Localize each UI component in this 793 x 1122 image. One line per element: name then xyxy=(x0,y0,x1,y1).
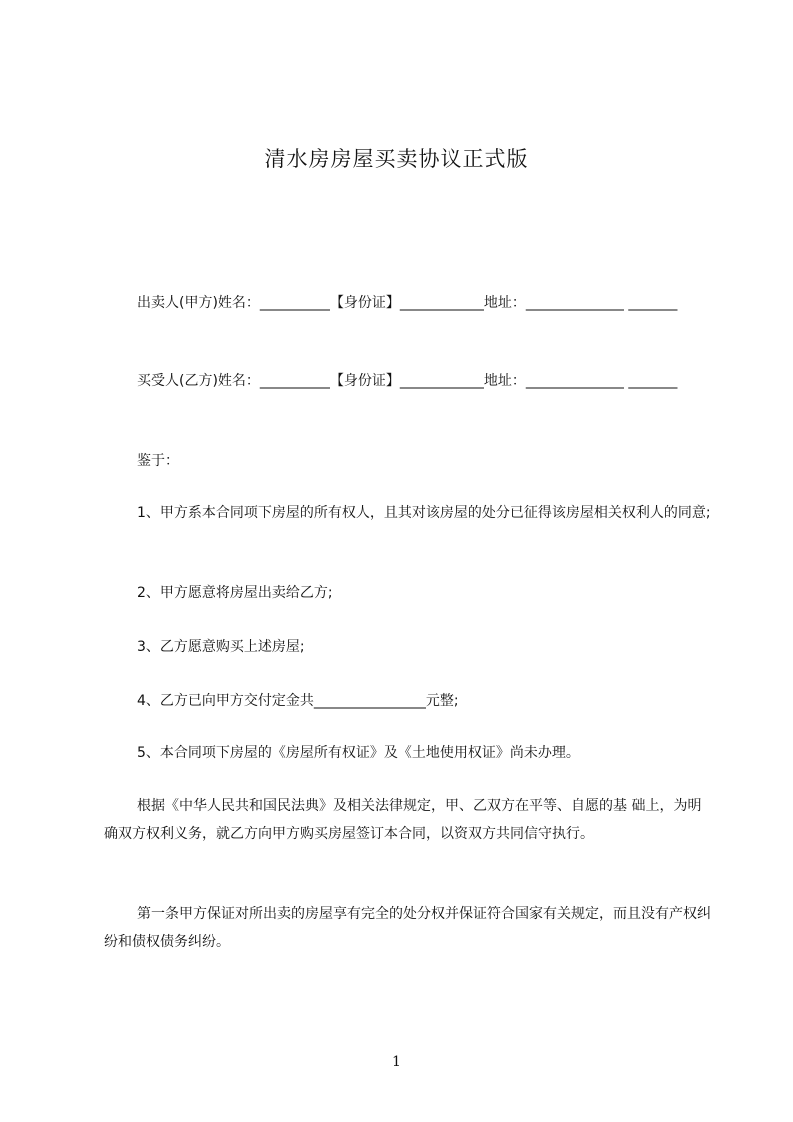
whereas-item-4: 4、乙方已向甲方交付定金共________________元整; xyxy=(137,693,459,709)
page-number: 1 xyxy=(392,1054,401,1070)
legal-basis-paragraph: 根据《中华人民共和国民法典》及相关法律规定，甲、乙双方在平等、自愿的基 础上，为明确双方权利义务，就乙方向甲方购买房屋签订本合同，以资双方共同信守执行。 xyxy=(104,798,702,842)
whereas-item-2: 2、甲方愿意将房屋出卖给乙方; xyxy=(137,585,333,601)
whereas-item-5: 5、本合同项下房屋的《房屋所有权证》及《土地使用权证》尚未办理。 xyxy=(137,745,580,761)
buyer-info-line: 买受人(乙方)姓名：__________【身份证】____________地址：______________ _______ xyxy=(137,373,678,389)
seller-info-line: 出卖人(甲方)姓名：__________【身份证】____________地址：______________ _______ xyxy=(137,295,678,311)
whereas-item-1: 1、甲方系本合同项下房屋的所有权人，且其对该房屋的处分已征得该房屋相关权利人的同意; xyxy=(137,505,711,521)
article-1-paragraph: 第一条甲方保证对所出卖的房屋享有完全的处分权并保证符合国家有关规定，而且没有产权纠纷和债权债务纠纷。 xyxy=(104,906,711,950)
document-title: 清水房房屋买卖协议正式版 xyxy=(264,147,529,171)
whereas-heading: 鉴于： xyxy=(137,453,179,469)
whereas-item-3: 3、乙方愿意购买上述房屋; xyxy=(137,639,305,655)
